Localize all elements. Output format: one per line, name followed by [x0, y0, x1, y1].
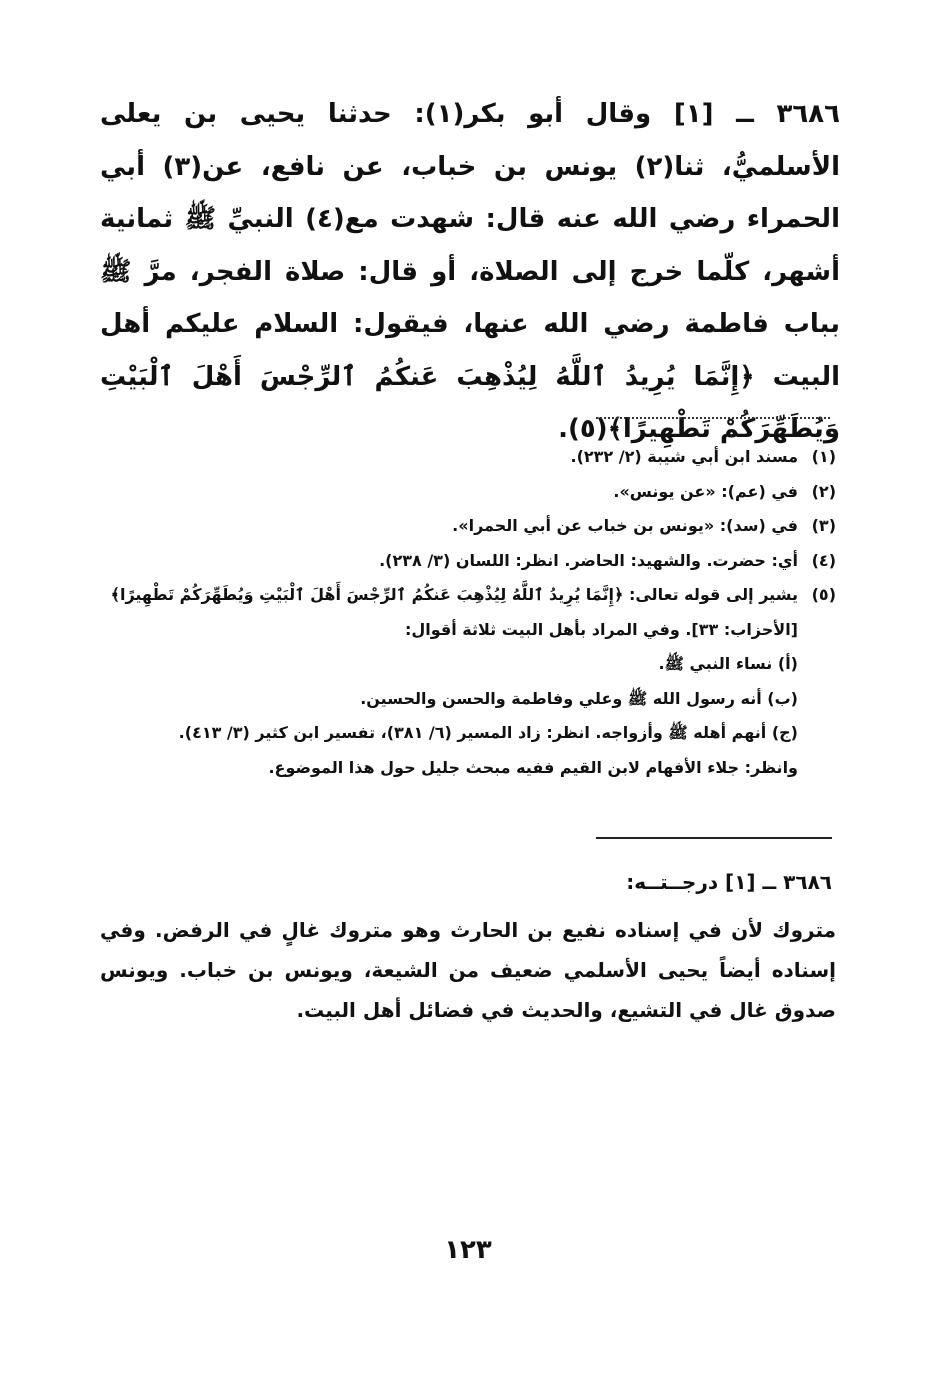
hadith-paragraph: ٣٦٨٦ ــ [١] وقال أبو بكر(١): حدثنا يحيى بن يعلى الأسلميُّ، ثنا(٢) يونس بن خباب، عن نافع، عن(٣) أبي الحمراء رضي الله عنه قال: شهدت مع(٤) النبيِّ ﷺ ثمانية أشهر، كلّما خرج إلى الصلاة، أو قال: صلاة الفجر، مرَّ ﷺ بباب فاطمة رضي الله عنها، فيقول: السلام عليكم أهل البيت ﴿إِنَّمَا يُرِيدُ ٱللَّهُ لِيُذْهِبَ عَنكُمُ ٱلرِّجْسَ أَهْلَ ٱلْبَيْتِ وَيُطَهِّرَكُمْ تَطْهِيرًا﴾(٥).	[100, 99, 840, 444]
footnote-text: أي: حضرت. والشهيد: الحاضر. انظر: اللسان (٣/ ٢٣٨).	[379, 550, 798, 570]
footnote-5-line: (أ) نساء النبي ﷺ.	[658, 654, 798, 673]
grade-heading: ٣٦٨٦ ــ [١] درجــتــه:	[626, 870, 832, 894]
grade-separator	[596, 837, 832, 839]
footnote-1	[100, 440, 836, 475]
footnote-5-line: وانظر: جلاء الأفهام لابن القيم ففيه مبحث جليل حول هذا الموضوع.	[268, 757, 798, 777]
footnote-5-line: (ب) أنه رسول الله ﷺ وعلي وفاطمة والحسن والحسين.	[360, 688, 798, 708]
footnote-number: (٢)	[811, 481, 836, 501]
grade-paragraph: متروك لأن في إسناده نفيع بن الحارث وهو متروك غالٍ في الرفض. وفي إسناده أيضاً يحيى الأسلمي ضعيف من الشيعة، ويونس بن خباب. ويونس صدوق غال في التشيع، والحديث في فضائل أهل البيت.	[100, 918, 836, 1022]
footnote-5-line: (ج) أنهم أهله ﷺ وأزواجه. انظر: زاد المسير (٦/ ٣٨١)، تفسير ابن كثير (٣/ ٤١٣).	[178, 723, 798, 742]
footnote-number: (٣)	[811, 516, 836, 535]
footnote-text: في (عم): «عن يونس».	[613, 481, 798, 501]
footnote-5	[100, 578, 836, 613]
footnote-number: (١)	[811, 447, 836, 466]
page-number: ١٢٣	[444, 1235, 492, 1265]
footnote-3	[100, 509, 836, 544]
footnote-text: يشير إلى قوله تعالى: ﴿إِنَّمَا يُرِيدُ ٱللَّهُ لِيُذْهِبَ عَنكُمُ ٱلرِّجْسَ أَهْلَ ٱلْبَيْتِ وَيُطَهِّرَكُمْ تَطْهِيرًا﴾	[110, 585, 798, 604]
hadith-text	[100, 88, 840, 456]
footnote-5-line: [الأحزاب: ٣٣]. وفي المراد بأهل البيت ثلاثة أقوال:	[404, 619, 798, 639]
footnotes	[100, 440, 836, 785]
footnote-separator	[596, 417, 830, 419]
footnote-text: مسند ابن أبي شيبة (٢/ ٢٣٢).	[570, 447, 798, 466]
footnote-text: في (سد): «يونس بن خباب عن أبي الحمرا».	[452, 516, 798, 535]
footnote-number: (٤)	[811, 550, 836, 570]
footnote-4	[100, 544, 836, 579]
footnote-2	[100, 475, 836, 510]
grade-text	[100, 910, 836, 1030]
footnote-number: (٥)	[811, 585, 836, 604]
